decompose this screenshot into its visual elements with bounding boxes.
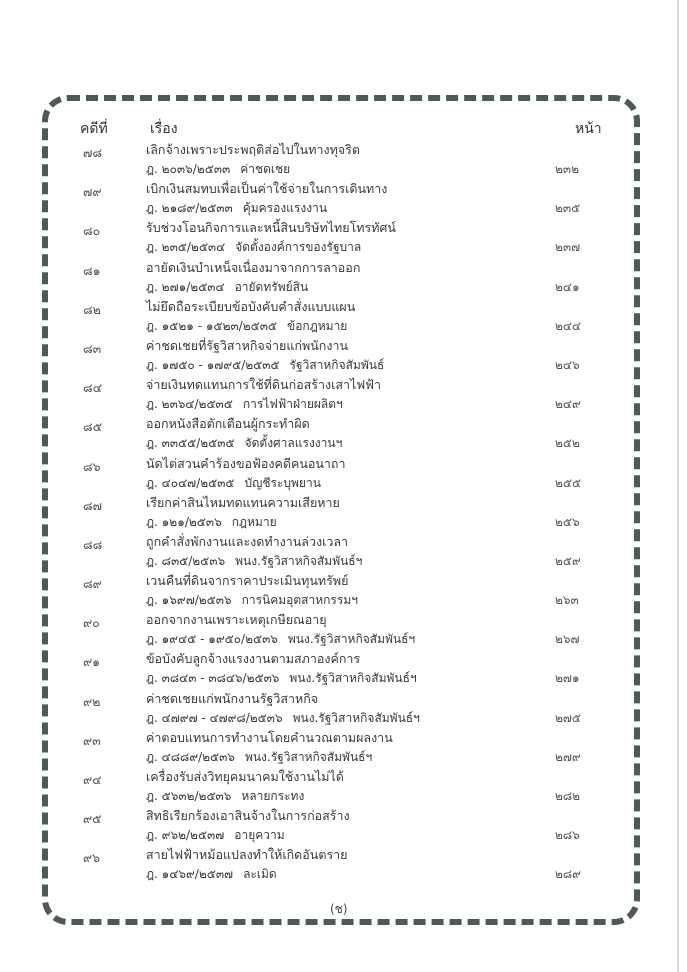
case-number: ๘๓ bbox=[83, 340, 102, 356]
page-number: ๒๕๕ bbox=[555, 475, 582, 490]
ruling-number: ฎ. ๔๗๙๗ - ๔๗๙๘/๒๕๓๖ bbox=[146, 710, 283, 725]
toc-entry bbox=[0, 610, 687, 649]
ruling-topic: พนง.รัฐวิสาหกิจสัมพันธ์ฯ bbox=[244, 749, 373, 764]
case-title: ค่าชดเชยแก่พนักงานรัฐวิสาหกิจ bbox=[146, 690, 319, 706]
page-number: ๒๖๗ bbox=[555, 632, 580, 647]
case-reference bbox=[146, 709, 420, 728]
page-number: ๒๕๒ bbox=[555, 436, 580, 451]
case-number: ๘๔ bbox=[83, 380, 103, 396]
case-number: ๙๐ bbox=[83, 615, 100, 631]
page-number: ๒๗๑ bbox=[555, 671, 580, 686]
page-number: ๒๕๙ bbox=[555, 553, 581, 568]
ruling-topic: คุ้มครองแรงงาน bbox=[242, 201, 328, 216]
case-reference bbox=[146, 826, 285, 845]
header-case-number: คดีที่ bbox=[80, 121, 108, 137]
ruling-number: ฎ. ๓๘๔๓ - ๓๘๔๖/๒๕๓๖ bbox=[146, 671, 280, 686]
ruling-topic: หลายกระทง bbox=[241, 789, 305, 803]
case-title: ถูกคำสั่งพักงานและงดทำงานล่วงเวลา bbox=[146, 533, 349, 549]
case-reference bbox=[146, 630, 415, 649]
ruling-topic: ข้อกฎหมาย bbox=[287, 318, 348, 333]
case-number: ๘๗ bbox=[83, 497, 103, 513]
toc-entry bbox=[0, 767, 687, 806]
toc-entry bbox=[0, 689, 687, 728]
case-reference bbox=[146, 669, 417, 688]
case-reference bbox=[146, 748, 372, 767]
case-number: ๙๕ bbox=[83, 811, 102, 827]
case-title: ข้อบังคับลูกจ้างแรงงานตามสภาองค์การ bbox=[146, 651, 361, 667]
page-number: ๒๔๑ bbox=[555, 279, 580, 294]
case-title: ค่าตอบแทนการทำงานโดยคำนวณตามผลงาน bbox=[146, 729, 393, 745]
ruling-number: ฎ. ๒๗๑/๒๕๓๔ bbox=[146, 279, 225, 294]
case-number: ๙๑ bbox=[83, 654, 101, 670]
ruling-topic: พนง.รัฐวิสาหกิจสัมพันธ์ฯ bbox=[287, 632, 416, 647]
page-number: ๒๓๕ bbox=[555, 201, 581, 216]
toc-entries bbox=[0, 140, 687, 885]
roman-page-marker: (ช) bbox=[330, 902, 348, 916]
toc-entry bbox=[0, 532, 687, 571]
case-title: เครื่องรับส่งวิทยุคมนาคมใช้งานไม่ได้ bbox=[146, 769, 344, 784]
case-number: ๗๙ bbox=[83, 184, 102, 200]
ruling-number: ฎ. ๑๔๖๙/๒๕๓๗ bbox=[146, 867, 234, 882]
ruling-number: ฎ. ๑๖๙๗/๒๕๓๖ bbox=[146, 593, 232, 608]
case-title: ค่าชดเชยที่รัฐวิสาหกิจจ่ายแก่พนักงาน bbox=[146, 337, 349, 353]
case-reference bbox=[146, 278, 308, 297]
page-number: ๒๘๖ bbox=[555, 828, 580, 843]
ruling-number: ฎ. ๑๙๔๕ - ๑๙๕๐/๒๕๓๖ bbox=[146, 632, 278, 647]
ruling-number: ฎ. ๑๕๒๑ - ๑๕๒๓/๒๕๓๕ bbox=[146, 318, 278, 333]
case-reference bbox=[146, 199, 327, 218]
page-number: ๒๘๒ bbox=[555, 789, 581, 803]
page-number: ๒๖๓ bbox=[555, 593, 579, 608]
case-reference bbox=[146, 474, 321, 493]
case-number: ๘๕ bbox=[83, 419, 103, 435]
page-number: ๒๓๗ bbox=[555, 240, 581, 255]
case-title: ไม่ยึดถือระเบียบข้อบังคับคำสั่งแบบแผน bbox=[146, 298, 356, 314]
ruling-topic: ค่าชดเชย bbox=[240, 162, 291, 176]
toc-entry bbox=[0, 140, 687, 179]
page-number: ๒๔๖ bbox=[555, 357, 580, 372]
page-number: ๒๕๖ bbox=[555, 514, 580, 529]
case-number: ๘๙ bbox=[83, 576, 102, 592]
case-title: เรียกค่าสินไหมทดแทนความเสียหาย bbox=[146, 494, 340, 510]
toc-entry bbox=[0, 218, 687, 257]
ruling-topic: อายัดทรัพย์สิน bbox=[234, 279, 309, 294]
toc-entry bbox=[0, 728, 687, 767]
toc-entry bbox=[0, 493, 687, 532]
case-title: สิทธิเรียกร้องเอาสินจ้างในการก่อสร้าง bbox=[146, 808, 350, 824]
case-number: ๘๒ bbox=[83, 301, 101, 317]
ruling-topic: จัดตั้งศาลแรงงานฯ bbox=[244, 436, 343, 451]
toc-entry bbox=[0, 571, 687, 610]
page-number: ๒๗๙ bbox=[555, 749, 581, 764]
ruling-topic: บัญชีระบุพยาน bbox=[244, 475, 321, 490]
header-page: หน้า bbox=[575, 121, 602, 137]
toc-entry bbox=[0, 649, 687, 688]
case-reference bbox=[146, 238, 361, 257]
case-title: นัดไต่สวนคำร้องขอฟ้องคดีคนอนาถา bbox=[146, 455, 346, 471]
page-number: ๒๘๙ bbox=[555, 867, 581, 882]
case-title: สายไฟฟ้าหม้อแปลงทำให้เกิดอันตราย bbox=[146, 847, 348, 863]
toc-entry bbox=[0, 806, 687, 845]
toc-entry bbox=[0, 454, 687, 493]
ruling-number: ฎ. ๒๓๕/๒๕๓๔ bbox=[146, 240, 226, 255]
toc-entry bbox=[0, 258, 687, 297]
case-number: ๘๑ bbox=[83, 262, 101, 278]
case-number: ๙๖ bbox=[83, 850, 101, 866]
case-title: เลิกจ้างเพราะประพฤติส่อไปในทางทุจริต bbox=[146, 142, 360, 157]
toc-entry bbox=[0, 297, 687, 336]
ruling-topic: พนง.รัฐวิสาหกิจสัมพันธ์ฯ bbox=[235, 553, 363, 568]
case-number: ๙๔ bbox=[83, 772, 102, 787]
case-title: ออกจากงานเพราะเหตุเกษียณอายุ bbox=[146, 612, 327, 628]
case-title: รับช่วงโอนกิจการและหนี้สินบริษัทไทยโทรทัศน์ bbox=[146, 220, 396, 236]
ruling-number: ฎ. ๔๐๔๗/๒๕๓๕ bbox=[146, 475, 235, 490]
case-reference bbox=[146, 160, 290, 179]
case-title: เวนคืนที่ดินจากราคาประเมินทุนทรัพย์ bbox=[146, 573, 349, 589]
ruling-number: ฎ. ๔๘๘๙/๒๕๓๖ bbox=[146, 749, 235, 764]
ruling-topic: พนง.รัฐวิสาหกิจสัมพันธ์ฯ bbox=[289, 671, 417, 686]
case-number: ๘๘ bbox=[83, 536, 103, 552]
ruling-number: ฎ. ๑๒๑/๒๕๓๖ bbox=[146, 514, 222, 529]
case-reference bbox=[146, 513, 277, 532]
case-reference bbox=[146, 787, 304, 806]
ruling-topic: ละเมิด bbox=[243, 867, 277, 882]
toc-entry bbox=[0, 414, 687, 453]
ruling-topic: กฎหมาย bbox=[231, 514, 277, 529]
ruling-topic: จัดตั้งองค์การของรัฐบาล bbox=[235, 240, 362, 255]
header-title: เรื่อง bbox=[150, 121, 178, 137]
case-title: ออกหนังสือตักเตือนผู้กระทำผิด bbox=[146, 416, 310, 432]
ruling-number: ฎ. ๕๖๓๒/๒๕๓๖ bbox=[146, 789, 232, 803]
case-reference bbox=[146, 317, 347, 336]
case-number: ๘๐ bbox=[83, 223, 101, 239]
ruling-topic: การไฟฟ้าฝ่ายผลิตฯ bbox=[242, 397, 343, 412]
page-number: ๒๔๔ bbox=[555, 318, 582, 333]
ruling-number: ฎ. ๒๑๘๙/๒๕๓๓ bbox=[146, 201, 233, 216]
toc-entry bbox=[0, 179, 687, 218]
ruling-topic: พนง.รัฐวิสาหกิจสัมพันธ์ฯ bbox=[292, 710, 420, 725]
toc-entry bbox=[0, 845, 687, 884]
ruling-number: ฎ. ๒๐๓๖/๒๕๓๓ bbox=[146, 162, 231, 176]
page-number: ๒๓๒ bbox=[555, 162, 580, 176]
ruling-topic: การนิคมอุตสาหกรรมฯ bbox=[241, 593, 358, 608]
page-number: ๒๗๕ bbox=[555, 710, 582, 725]
case-reference bbox=[146, 552, 362, 571]
case-reference bbox=[146, 356, 384, 375]
ruling-number: ฎ. ๑๗๕๐ - ๑๗๙๕/๒๕๓๕ bbox=[146, 357, 280, 372]
page-number: ๒๔๙ bbox=[555, 397, 581, 412]
case-title: อายัดเงินบำเหน็จเนื่องมาจากการลาออก bbox=[146, 259, 361, 275]
case-title: จ่ายเงินทดแทนการใช้ที่ดินก่อสร้างเสาไฟฟ้า bbox=[146, 377, 382, 393]
case-reference bbox=[146, 395, 343, 414]
toc-entry bbox=[0, 375, 687, 414]
case-title: เบิกเงินสมทบเพื่อเป็นค่าใช้จ่ายในการเดินทาง bbox=[146, 181, 388, 197]
case-number: ๙๒ bbox=[83, 693, 101, 709]
ruling-number: ฎ. ๒๓๖๔/๒๕๓๕ bbox=[146, 397, 233, 412]
case-reference bbox=[146, 434, 342, 453]
toc-entry bbox=[0, 336, 687, 375]
case-reference bbox=[146, 865, 277, 884]
ruling-number: ฎ. ๓๓๕๕/๒๕๓๕ bbox=[146, 436, 235, 451]
ruling-topic: อายุความ bbox=[234, 828, 285, 843]
ruling-number: ฎ. ๘๓๕/๒๕๓๖ bbox=[146, 553, 226, 568]
case-reference bbox=[146, 591, 358, 610]
ruling-topic: รัฐวิสาหกิจสัมพันธ์ bbox=[289, 357, 385, 372]
ruling-number: ฎ. ๙๖๒/๒๕๓๗ bbox=[146, 828, 225, 843]
case-number: ๙๓ bbox=[83, 732, 101, 748]
case-number: ๘๖ bbox=[83, 458, 101, 474]
case-number: ๗๘ bbox=[83, 145, 103, 160]
